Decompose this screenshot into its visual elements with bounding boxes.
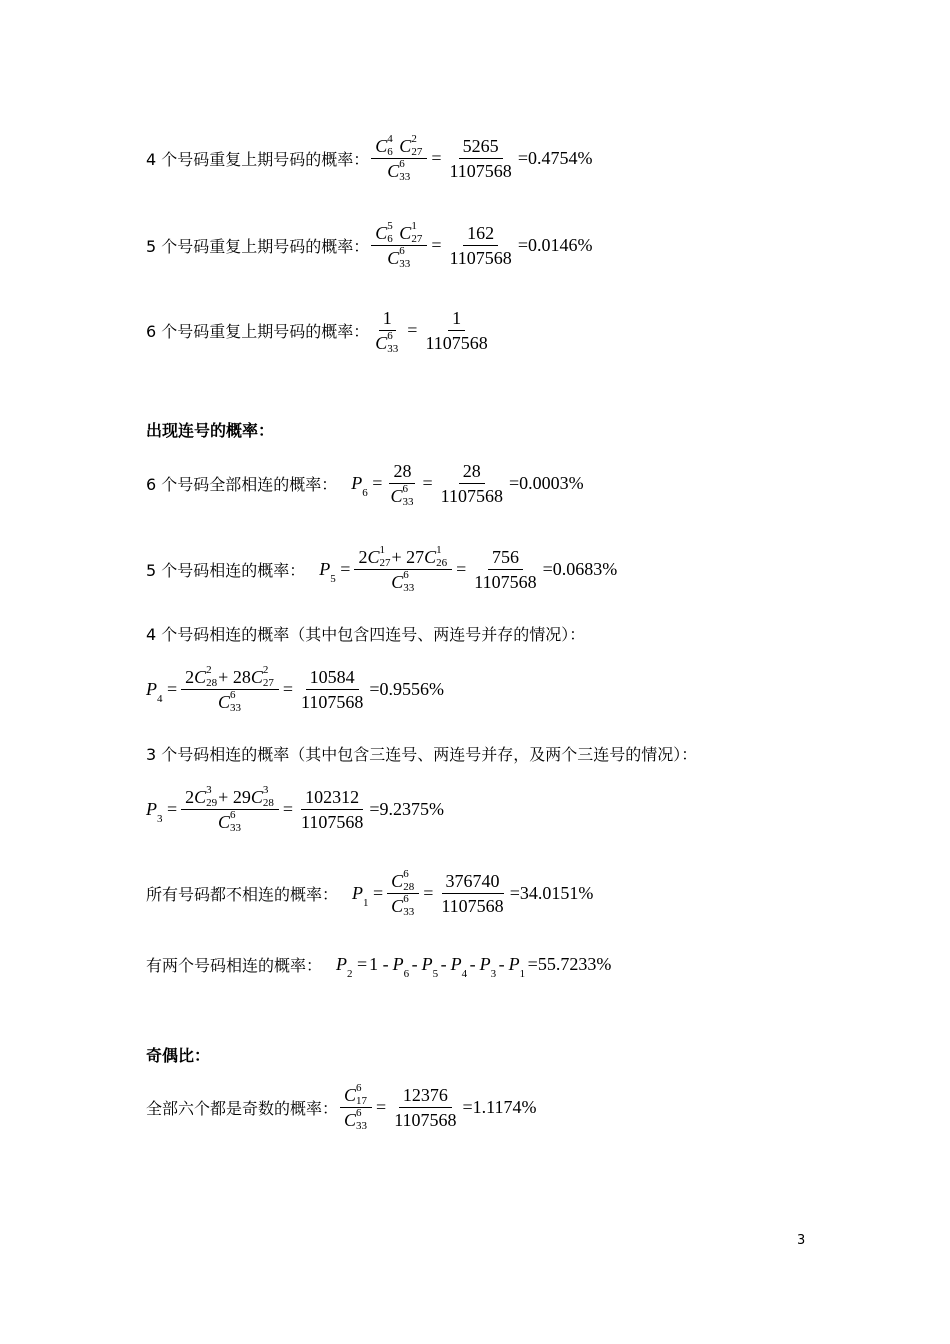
line-nonconsecutive — [146, 870, 593, 917]
line-repeat-5 — [146, 222, 592, 269]
formula: P 2 = 1 - P 6 - P 5 - P 4 - P 3 - P 1 =55.7233% — [336, 954, 612, 980]
label: 5 个号码相连的概率： — [146, 561, 306, 580]
formula: P 5 = 2C 1 27 + 27C 1 26 C 6 33 = $\frac{756}{1107568}$ =0.0683% — [319, 544, 618, 594]
label: 所有号码都不相连的概率： — [146, 885, 339, 904]
line-two-consecutive — [146, 953, 612, 980]
label-consecutive-3: 3 个号码相连的概率（其中包含三连号、两连号并存，及两个三连号的情况）： — [146, 745, 698, 764]
section-heading-consecutive: 出现连号的概率： — [146, 421, 275, 440]
label: 5 个号码重复上期号码的概率： — [146, 237, 370, 256]
formula: C 6 17 C 6 33 = $\frac{12376}{1107568}$ =1.1174% — [338, 1084, 537, 1131]
label: 6 个号码重复上期号码的概率： — [146, 322, 370, 341]
formula: P 6 = 28 C 6 33 = $\frac{28}{1107568}$ =0.0003% — [351, 461, 584, 508]
formula-consecutive-4: P 4 = 2C 2 28 + 28C 2 27 C 6 33 = $\frac{10584}{1107568}$ =0.9556% — [146, 664, 444, 714]
section-heading-oddeven: 奇偶比： — [146, 1046, 211, 1065]
label-consecutive-4: 4 个号码相连的概率（其中包含四连号、两连号并存的情况）： — [146, 625, 586, 644]
line-repeat-4 — [146, 135, 592, 182]
line-repeat-6 — [146, 307, 494, 354]
formula: C 4 6 C 2 27 C 6 33 = $\frac{5265}{1107568}$ =0.4754% — [369, 135, 592, 182]
label: 6 个号码全部相连的概率： — [146, 475, 338, 494]
line-consecutive-6 — [146, 460, 584, 507]
formula: P 1 = C 6 28 C 6 33 = $\frac{376740}{1107568}$ =34.0151% — [352, 868, 594, 918]
line-consecutive-5 — [146, 546, 617, 593]
label: 4 个号码重复上期号码的概率： — [146, 150, 370, 169]
label: 有两个号码相连的概率： — [146, 956, 323, 975]
line-all-odd — [146, 1084, 537, 1131]
formula: C 5 6 C 1 27 C 6 33 = $\frac{162}{1107568}$ =0.0146% — [369, 222, 592, 269]
formula-consecutive-3: P 3 = 2C 3 29 + 29C 3 28 C 6 33 = $\frac{102312}{1107568}$ =9.2375% — [146, 784, 444, 834]
page-number: 3 — [797, 1233, 806, 1248]
formula: 1 C 6 33 = $\frac{1}{1107568}$ — [375, 308, 488, 355]
label: 全部六个都是奇数的概率： — [146, 1099, 339, 1118]
